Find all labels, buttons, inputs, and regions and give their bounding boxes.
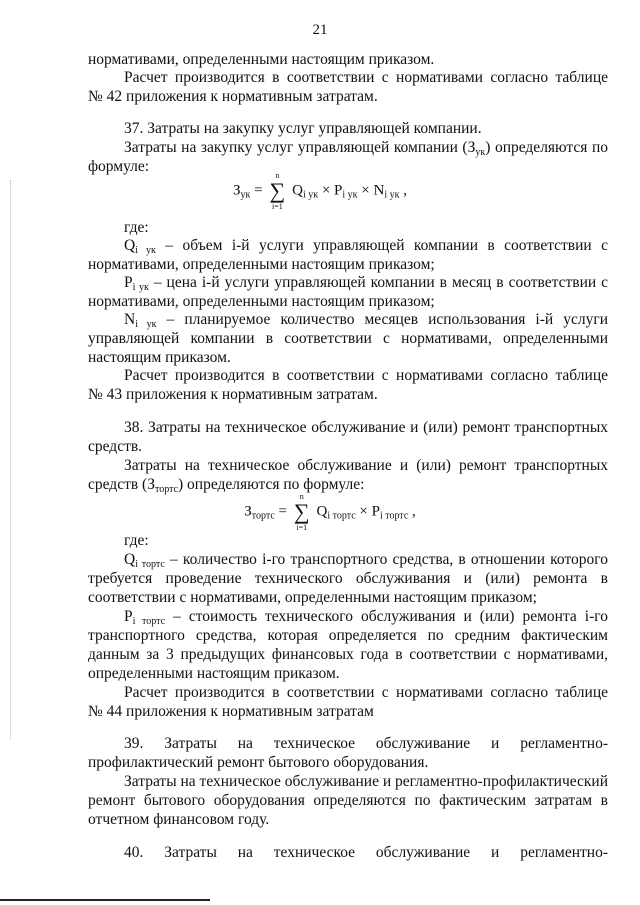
paragraph-line: Затраты на техническое обслуживание и регламентно-профилактический (124, 773, 609, 790)
paragraph-line: где: (124, 219, 149, 236)
paragraph-line: нормативами, определенными настоящим приказом; (88, 256, 435, 273)
section-heading-38: 38. Затраты на техническое обслуживание и (или) ремонт транспортных (124, 419, 608, 436)
section-heading-40: 40. Затраты на техническое обслуживание и регламентно- (124, 844, 608, 861)
paragraph-line: $Q_{i тортс}$ – количество i-го транспортного средства, в отношении которого (124, 551, 608, 570)
paragraph-line: транспортного средства, которая определяется по средним фактическим (88, 627, 608, 644)
paragraph-line: Расчет производится в соответствии с нормативами согласно таблице (124, 69, 608, 86)
paragraph-line: формуле: (88, 158, 150, 175)
sum-symbol: n ∑ i=1 (269, 171, 286, 211)
bottom-rule (0, 899, 210, 901)
paragraph-line: Затраты на закупку услуг управляющей компании $(З_{ук})$ определяются по (124, 139, 609, 158)
paragraph-line: $Q_{i ук}$ – объем i-й услуги управляющей компании в соответствии с (124, 237, 609, 256)
formula-management-services: $З_{ук}$ = n ∑ i=1 $Q_{i ук} \times P_{i ук} \times N_{i ук}$ , (233, 171, 407, 211)
paragraph-line: $N_{i ук}$ – планируемое количество месяцев использования i-й услуги (124, 311, 608, 330)
paragraph-line: нормативами, определенными настоящим приказом. (88, 51, 435, 68)
paragraph-line: № 44 приложения к нормативным затратам (88, 703, 374, 720)
paragraph-line: Затраты на техническое обслуживание и (или) ремонт транспортных (124, 457, 608, 474)
paragraph-line: профилактический ремонт бытового оборудования. (88, 754, 429, 771)
paragraph-line: средств. (88, 438, 143, 455)
paragraph-line: $P_{i ук}$ – цена i-й услуги управляющей компании в месяц в соответствии с (124, 274, 609, 293)
sum-symbol: n ∑ i=1 (293, 492, 310, 532)
paragraph-line: ремонт бытового оборудования определяются по фактическим затратам в (88, 792, 608, 809)
paragraph-line: данным за 3 предыдущих финансовых года в соответствии с нормативами, (88, 646, 608, 663)
section-heading-37: 37. Затраты на закупку услуг управляющей компании. (124, 120, 482, 137)
paragraph-line: где: (124, 532, 149, 549)
paragraph-line: требуется проведение технического обслуживания и (или) ремонта в (88, 570, 608, 587)
paragraph-line: Расчет производится в соответствии с нормативами согласно таблице (124, 367, 608, 384)
page-number: 21 (312, 22, 328, 38)
paragraph-line: $P_{i тортс}$ – стоимость технического обслуживания и (или) ремонта i-го (124, 608, 608, 627)
formula-vehicle-maintenance: $З_{тортс}$ = n ∑ i=1 $Q_{i тортс} \times P_{i тортс}$ , (244, 492, 416, 532)
paragraph-line: отчетном финансовом году. (88, 811, 270, 828)
paragraph-line: соответствии с нормативами, определенными настоящим приказом; (88, 589, 537, 606)
paragraph-line: Расчет производится в соответствии с нормативами согласно таблице (124, 684, 608, 701)
paragraph-line: настоящим приказом. (88, 349, 231, 366)
paragraph-line: управляющей компании в соответствии с нормативами, определенными (88, 330, 608, 347)
paragraph-line: нормативами, определенными настоящим приказом; (88, 293, 435, 310)
paragraph-line: определенными настоящим приказом. (88, 665, 340, 682)
section-heading-39: 39. Затраты на техническое обслуживание и регламентно- (124, 735, 608, 752)
paragraph-line: средств $(З_{тортс})$ определяются по формуле: (88, 476, 365, 495)
paragraph-line: № 42 приложения к нормативным затратам. (88, 88, 378, 105)
paragraph-line: № 43 приложения к нормативным затратам. (88, 386, 378, 403)
scan-margin-marks (10, 180, 13, 740)
